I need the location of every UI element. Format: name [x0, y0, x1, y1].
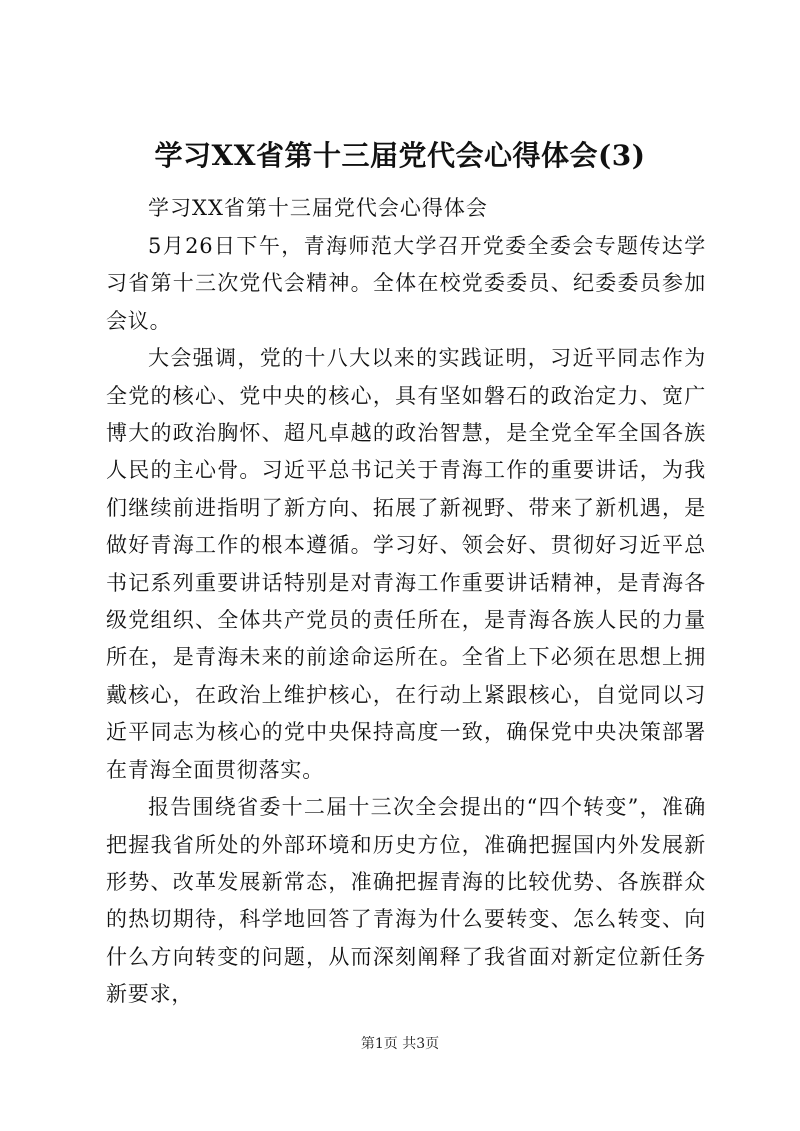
- page-number-footer: 第1页 共3页: [360, 1036, 440, 1052]
- document-body: [106, 228, 706, 1014]
- paragraph-2: 大会强调，党的十八大以来的实践证明，习近平同志作为全党的核心、党中央的核心，具有坚如磐石的政治定力、宽广博大的政治胸怀、超凡卓越的政治智慧，是全党全军全国各族人民的主心骨。习近平总书记关于青海工作的重要讲话，为我们继续前进指明了新方向、拓展了新视野、带来了新机遇，是做好青海工作的根本遵循。学习好、领会好、贯彻好习近平总书记系列重要讲话特别是对青海工作重要讲话精神，是青海各级党组织、全体共产党员的责任所在，是青海各族人民的力量所在，是青海未来的前途命运所在。全省上下必须在思想上拥戴核心，在政治上维护核心，在行动上紧跟核心，自觉同以习近平同志为核心的党中央保持高度一致，确保党中央决策部署在青海全面贯彻落实。: [106, 346, 706, 782]
- paragraph-1: 5月26日下午，青海师范大学召开党委全委会专题传达学习省第十三次党代会精神。全体在校党委委员、纪委委员参加会议。: [106, 234, 706, 333]
- paragraph-3: 报告围绕省委十二届十三次全会提出的“四个转变”，准确把握我省所处的外部环境和历史方位，准确把握国内外发展新形势、改革发展新常态，准确把握青海的比较优势、各族群众的热切期待，科学地回答了青海为什么要转变、怎么转变、向什么方向转变的问题，从而深刻阐释了我省面对新定位新任务新要求，: [106, 795, 706, 1007]
- document-title: 学习XX省第十三届党代会心得体会(3): [154, 139, 646, 172]
- document-subtitle: 学习XX省第十三届党代会心得体会: [148, 196, 488, 220]
